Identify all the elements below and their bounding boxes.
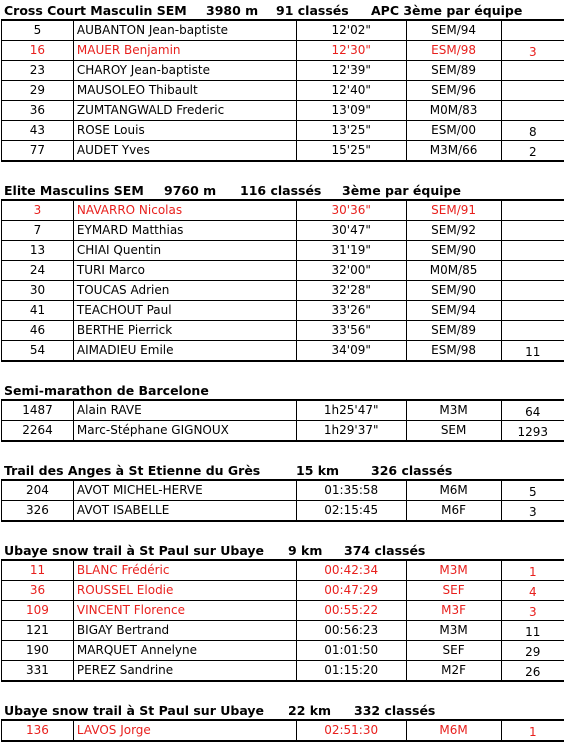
- time-cell: 01:35:58: [296, 480, 406, 501]
- team-place-cell: 3: [501, 41, 564, 61]
- table-row: [2, 601, 564, 621]
- table-row: [2, 61, 564, 81]
- category-cell: M6F: [406, 501, 501, 522]
- category-cell: M3M: [406, 621, 501, 641]
- category-cell: SEM: [406, 421, 501, 442]
- time-cell: 1h29'37": [296, 421, 406, 442]
- team-place-cell: 8: [501, 121, 564, 141]
- athlete-name-cell: Marc-Stéphane GIGNOUX: [73, 421, 296, 442]
- section-header-cross-court: [0, 0, 564, 20]
- place-cell: 30: [2, 281, 74, 301]
- category-cell: M3M: [406, 400, 501, 421]
- athlete-name-cell: AVOT ISABELLE: [73, 501, 296, 522]
- category-cell: M3F: [406, 601, 501, 621]
- athlete-name-cell: BERTHE Pierrick: [73, 321, 296, 341]
- team-place-cell: [501, 101, 564, 121]
- section-header-elite: [0, 180, 564, 200]
- category-cell: SEM/90: [406, 281, 501, 301]
- team-place-cell: [501, 261, 564, 281]
- time-cell: 01:01:50: [296, 641, 406, 661]
- table-row: [2, 661, 564, 682]
- table-row: [2, 261, 564, 281]
- team-place-cell: 2: [501, 141, 564, 162]
- time-cell: 12'40": [296, 81, 406, 101]
- table-row: [2, 421, 564, 442]
- category-cell: M3M: [406, 560, 501, 581]
- time-cell: 00:56:23: [296, 621, 406, 641]
- place-cell: 77: [2, 141, 74, 162]
- table-row: [2, 560, 564, 581]
- athlete-name-cell: PEREZ Sandrine: [73, 661, 296, 682]
- table-row: [2, 581, 564, 601]
- place-cell: 43: [2, 121, 74, 141]
- team-place-cell: 64: [501, 400, 564, 421]
- category-cell: ESM/98: [406, 341, 501, 362]
- athlete-name-cell: MAUSOLEO Thibault: [73, 81, 296, 101]
- race-distance: 3980 m: [206, 3, 259, 18]
- place-cell: 190: [2, 641, 74, 661]
- team-place-cell: [501, 281, 564, 301]
- category-cell: M0M/83: [406, 101, 501, 121]
- table-row: [2, 720, 564, 741]
- athlete-name-cell: TOUCAS Adrien: [73, 281, 296, 301]
- team-place-cell: [501, 200, 564, 221]
- race-title: Cross Court Masculin SEM: [4, 3, 187, 18]
- race-finishers: 332 classés: [354, 703, 436, 718]
- place-cell: 36: [2, 581, 74, 601]
- athlete-name-cell: TEACHOUT Paul: [73, 301, 296, 321]
- time-cell: 15'25": [296, 141, 406, 162]
- table-row: [2, 221, 564, 241]
- time-cell: 02:51:30: [296, 720, 406, 741]
- time-cell: 30'36": [296, 200, 406, 221]
- athlete-name-cell: MAUER Benjamin: [73, 41, 296, 61]
- place-cell: 24: [2, 261, 74, 281]
- team-place-cell: [501, 61, 564, 81]
- place-cell: 136: [2, 720, 74, 741]
- time-cell: 12'02": [296, 20, 406, 41]
- category-cell: M0M/85: [406, 261, 501, 281]
- athlete-name-cell: VINCENT Florence: [73, 601, 296, 621]
- time-cell: 00:47:29: [296, 581, 406, 601]
- athlete-name-cell: CHIAI Quentin: [73, 241, 296, 261]
- place-cell: 204: [2, 480, 74, 501]
- race-finishers: 91 classés: [276, 3, 349, 18]
- athlete-name-cell: ROUSSEL Elodie: [73, 581, 296, 601]
- athlete-name-cell: BLANC Frédéric: [73, 560, 296, 581]
- race-title: Trail des Anges à St Etienne du Grès: [4, 463, 261, 478]
- athlete-name-cell: NAVARRO Nicolas: [73, 200, 296, 221]
- team-place-cell: 11: [501, 341, 564, 362]
- category-cell: M6M: [406, 480, 501, 501]
- time-cell: 12'39": [296, 61, 406, 81]
- athlete-name-cell: ROSE Louis: [73, 121, 296, 141]
- category-cell: M2F: [406, 661, 501, 682]
- team-place-cell: 3: [501, 501, 564, 522]
- race-finishers: 374 classés: [344, 543, 426, 558]
- results-table-ubaye-9km: [1, 559, 564, 682]
- category-cell: SEM/94: [406, 20, 501, 41]
- race-distance: 9760 m: [164, 183, 217, 198]
- place-cell: 5: [2, 20, 74, 41]
- table-row: [2, 121, 564, 141]
- athlete-name-cell: AIMADIEU Emile: [73, 341, 296, 362]
- results-table-elite: [1, 199, 564, 362]
- results-table-trail-anges: [1, 479, 564, 522]
- place-cell: 13: [2, 241, 74, 261]
- section-header-ubaye-22km: [0, 700, 564, 720]
- time-cell: 34'09": [296, 341, 406, 362]
- team-place-cell: [501, 321, 564, 341]
- category-cell: SEF: [406, 641, 501, 661]
- race-distance: 22 km: [288, 703, 332, 718]
- place-cell: 3: [2, 200, 74, 221]
- team-place-cell: [501, 301, 564, 321]
- place-cell: 109: [2, 601, 74, 621]
- category-cell: SEM/89: [406, 321, 501, 341]
- place-cell: 2264: [2, 421, 74, 442]
- table-row: [2, 241, 564, 261]
- category-cell: SEM/96: [406, 81, 501, 101]
- race-distance: 9 km: [288, 543, 323, 558]
- athlete-name-cell: TURI Marco: [73, 261, 296, 281]
- time-cell: 33'26": [296, 301, 406, 321]
- team-place-cell: 29: [501, 641, 564, 661]
- place-cell: 11: [2, 560, 74, 581]
- place-cell: 326: [2, 501, 74, 522]
- section-header-trail-anges: [0, 460, 564, 480]
- table-row: [2, 400, 564, 421]
- time-cell: 13'25": [296, 121, 406, 141]
- table-row: [2, 141, 564, 162]
- team-place-cell: 1: [501, 720, 564, 741]
- category-cell: M3M/66: [406, 141, 501, 162]
- category-cell: ESM/98: [406, 41, 501, 61]
- athlete-name-cell: ZUMTANGWALD Frederic: [73, 101, 296, 121]
- time-cell: 30'47": [296, 221, 406, 241]
- athlete-name-cell: LAVOS Jorge: [73, 720, 296, 741]
- race-finishers: 116 classés: [240, 183, 322, 198]
- time-cell: 00:42:34: [296, 560, 406, 581]
- team-ranking: APC 3ème par équipe: [371, 3, 523, 18]
- category-cell: SEM/94: [406, 301, 501, 321]
- category-cell: SEM/92: [406, 221, 501, 241]
- table-row: [2, 621, 564, 641]
- table-row: [2, 41, 564, 61]
- table-row: [2, 81, 564, 101]
- time-cell: 01:15:20: [296, 661, 406, 682]
- time-cell: 02:15:45: [296, 501, 406, 522]
- results-table-cross-court: [1, 19, 564, 162]
- place-cell: 54: [2, 341, 74, 362]
- team-place-cell: 5: [501, 480, 564, 501]
- team-ranking: 3ème par équipe: [342, 183, 461, 198]
- team-place-cell: [501, 20, 564, 41]
- team-place-cell: 3: [501, 601, 564, 621]
- race-finishers: 326 classés: [371, 463, 453, 478]
- team-place-cell: 4: [501, 581, 564, 601]
- table-row: [2, 281, 564, 301]
- place-cell: 29: [2, 81, 74, 101]
- athlete-name-cell: MARQUET Annelyne: [73, 641, 296, 661]
- time-cell: 12'30": [296, 41, 406, 61]
- time-cell: 1h25'47": [296, 400, 406, 421]
- athlete-name-cell: AVOT MICHEL-HERVE: [73, 480, 296, 501]
- athlete-name-cell: CHAROY Jean-baptiste: [73, 61, 296, 81]
- table-row: [2, 101, 564, 121]
- athlete-name-cell: Alain RAVE: [73, 400, 296, 421]
- team-place-cell: [501, 221, 564, 241]
- place-cell: 121: [2, 621, 74, 641]
- place-cell: 331: [2, 661, 74, 682]
- time-cell: 32'00": [296, 261, 406, 281]
- place-cell: 7: [2, 221, 74, 241]
- team-place-cell: 1: [501, 560, 564, 581]
- table-row: [2, 20, 564, 41]
- category-cell: SEM/89: [406, 61, 501, 81]
- athlete-name-cell: EYMARD Matthias: [73, 221, 296, 241]
- table-row: [2, 321, 564, 341]
- race-distance: 15 km: [296, 463, 340, 478]
- section-header-ubaye-9km: [0, 540, 564, 560]
- table-row: [2, 200, 564, 221]
- table-row: [2, 641, 564, 661]
- team-place-cell: 26: [501, 661, 564, 682]
- team-place-cell: 11: [501, 621, 564, 641]
- place-cell: 1487: [2, 400, 74, 421]
- category-cell: ESM/00: [406, 121, 501, 141]
- category-cell: SEF: [406, 581, 501, 601]
- team-place-cell: 1293: [501, 421, 564, 442]
- race-title: Elite Masculins SEM: [4, 183, 144, 198]
- time-cell: 33'56": [296, 321, 406, 341]
- race-title: Ubaye snow trail à St Paul sur Ubaye: [4, 543, 264, 558]
- time-cell: 00:55:22: [296, 601, 406, 621]
- place-cell: 23: [2, 61, 74, 81]
- category-cell: M6M: [406, 720, 501, 741]
- team-place-cell: [501, 241, 564, 261]
- time-cell: 31'19": [296, 241, 406, 261]
- athlete-name-cell: AUDET Yves: [73, 141, 296, 162]
- section-header-barcelona: [0, 380, 564, 400]
- category-cell: SEM/91: [406, 200, 501, 221]
- table-row: [2, 341, 564, 362]
- place-cell: 36: [2, 101, 74, 121]
- time-cell: 13'09": [296, 101, 406, 121]
- athlete-name-cell: BIGAY Bertrand: [73, 621, 296, 641]
- place-cell: 16: [2, 41, 74, 61]
- results-table-barcelona: [1, 399, 564, 442]
- place-cell: 46: [2, 321, 74, 341]
- table-row: [2, 501, 564, 522]
- team-place-cell: [501, 81, 564, 101]
- place-cell: 41: [2, 301, 74, 321]
- time-cell: 32'28": [296, 281, 406, 301]
- category-cell: SEM/90: [406, 241, 501, 261]
- table-row: [2, 301, 564, 321]
- athlete-name-cell: AUBANTON Jean-baptiste: [73, 20, 296, 41]
- results-table-ubaye-22km: [1, 719, 564, 742]
- race-title: Ubaye snow trail à St Paul sur Ubaye: [4, 703, 264, 718]
- table-row: [2, 480, 564, 501]
- race-title: Semi-marathon de Barcelone: [4, 383, 209, 398]
